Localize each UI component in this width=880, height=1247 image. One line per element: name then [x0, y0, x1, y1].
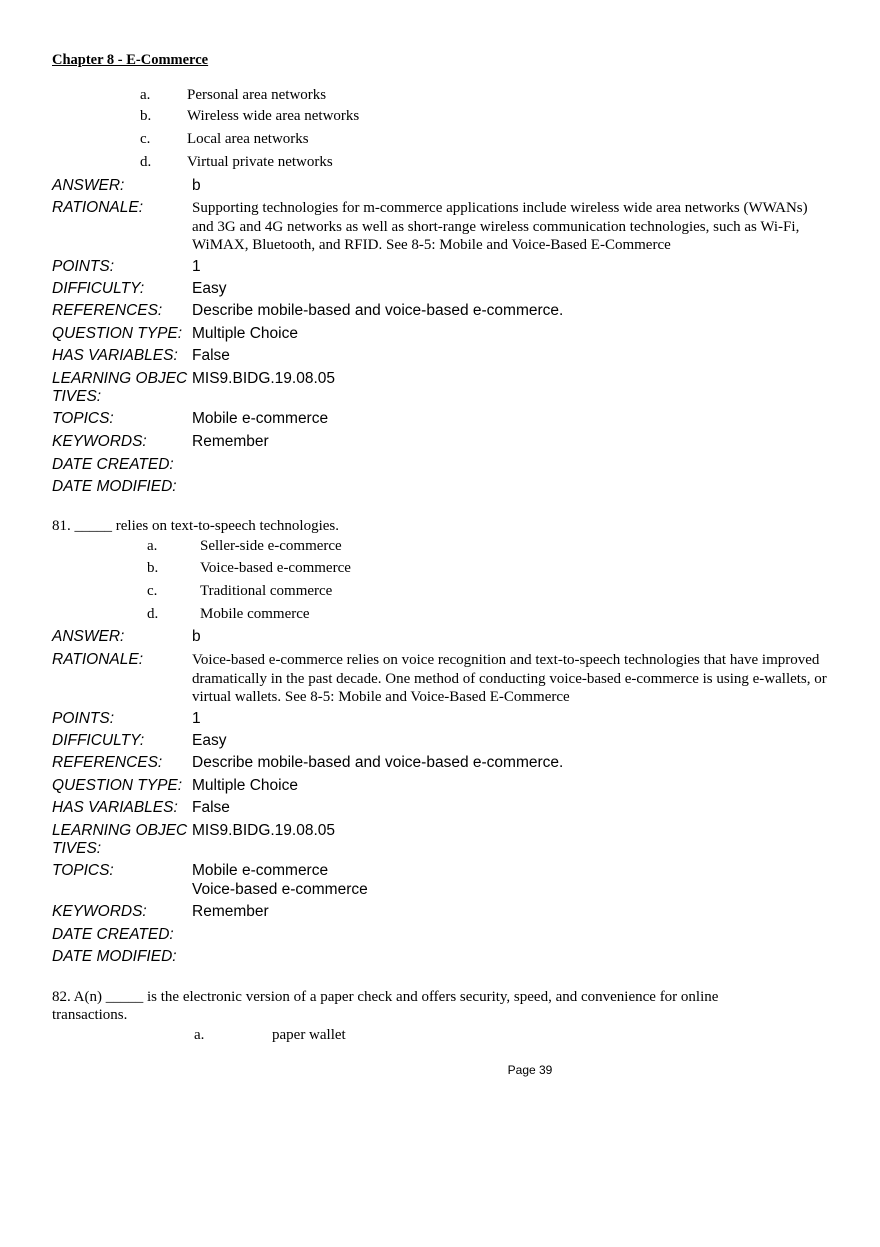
keywords-value: Remember	[192, 433, 269, 450]
option-letter: d.	[147, 606, 159, 622]
option-text: Seller-side e-commerce	[200, 538, 342, 554]
references-value: Describe mobile-based and voice-based e-commerce.	[192, 754, 564, 771]
rationale-label: RATIONALE:	[52, 651, 144, 668]
topic-item: Mobile e-commerce	[192, 410, 329, 427]
points-value: 1	[192, 710, 201, 727]
option-letter: c.	[140, 131, 151, 147]
option-letter: a.	[147, 538, 158, 554]
date-modified-label: DATE MODIFIED:	[52, 478, 177, 495]
answer-label: ANSWER:	[52, 177, 125, 194]
answer-label: ANSWER:	[52, 628, 125, 645]
rationale-label: RATIONALE:	[52, 199, 144, 216]
question-stem: 81. _____ relies on text-to-speech technologies.	[52, 518, 340, 534]
question-type-label: QUESTION TYPE:	[52, 777, 183, 794]
keywords-label: KEYWORDS:	[52, 433, 147, 450]
difficulty-label: DIFFICULTY:	[52, 280, 145, 297]
learning-objectives-label: LEARNING OBJEC	[52, 370, 188, 387]
date-modified-label: DATE MODIFIED:	[52, 948, 177, 965]
option-letter: b.	[147, 560, 159, 576]
page-number: Page 39	[507, 1063, 553, 1077]
topic-item: Mobile e-commerce	[192, 862, 329, 879]
question-type-label: QUESTION TYPE:	[52, 325, 183, 342]
topic-item: Voice-based e-commerce	[192, 881, 368, 898]
keywords-value: Remember	[192, 903, 269, 920]
option-text: Virtual private networks	[187, 154, 333, 170]
points-value: 1	[192, 258, 201, 275]
option-text: paper wallet	[272, 1027, 346, 1043]
learning-objectives-value: MIS9.BIDG.19.08.05	[192, 822, 336, 839]
has-variables-value: False	[192, 347, 230, 364]
learning-objectives-value: MIS9.BIDG.19.08.05	[192, 370, 336, 387]
chapter-title: Chapter 8 - E-Commerce	[52, 52, 209, 68]
has-variables-label: HAS VARIABLES:	[52, 799, 178, 816]
references-value: Describe mobile-based and voice-based e-commerce.	[192, 302, 564, 319]
learning-objectives-label-cont: TIVES:	[52, 388, 102, 405]
option-text: Traditional commerce	[200, 583, 333, 599]
option-letter: a.	[194, 1027, 205, 1043]
has-variables-value: False	[192, 799, 230, 816]
answer-value: b	[192, 177, 201, 194]
references-label: REFERENCES:	[52, 302, 163, 319]
points-label: POINTS:	[52, 258, 115, 275]
references-label: REFERENCES:	[52, 754, 163, 771]
keywords-label: KEYWORDS:	[52, 903, 147, 920]
learning-objectives-label: LEARNING OBJEC	[52, 822, 188, 839]
difficulty-value: Easy	[192, 280, 227, 297]
has-variables-label: HAS VARIABLES:	[52, 347, 178, 364]
answer-value: b	[192, 628, 201, 645]
option-letter: b.	[140, 108, 152, 124]
topics-label: TOPICS:	[52, 410, 114, 427]
points-label: POINTS:	[52, 710, 115, 727]
option-letter: a.	[140, 87, 151, 103]
difficulty-label: DIFFICULTY:	[52, 732, 145, 749]
learning-objectives-label-cont: TIVES:	[52, 840, 102, 857]
date-created-label: DATE CREATED:	[52, 456, 174, 473]
option-letter: c.	[147, 583, 158, 599]
option-text: Personal area networks	[187, 87, 327, 103]
rationale-text: Supporting technologies for m-commerce applications include wireless wide area networks (WWANs) and 3G and 4G networks as well as short-range wireless communication technologies, such as Wi-Fi, WiMAX, Bluetooth, and RFID. See 8-5: Mobile and Voice-Based E-Commerce	[192, 200, 808, 253]
question-type-value: Multiple Choice	[192, 325, 298, 342]
rationale-text: Voice-based e-commerce relies on voice recognition and text-to-speech technologies that have improved dramatically in the past decade. One method of conducting voice-based e-commerce is using e-wallets, or virtual wallets. See 8-5: Mobile and Voice-Based E-Commerce	[192, 652, 827, 705]
question-stem: 82. A(n) _____ is the electronic version of a paper check and offers security, speed, and convenience for online transactions.	[52, 989, 719, 1023]
option-text: Voice-based e-commerce	[200, 560, 351, 576]
option-text: Local area networks	[187, 131, 309, 147]
difficulty-value: Easy	[192, 732, 227, 749]
question-type-value: Multiple Choice	[192, 777, 298, 794]
option-text: Wireless wide area networks	[187, 108, 360, 124]
date-created-label: DATE CREATED:	[52, 926, 174, 943]
topics-label: TOPICS:	[52, 862, 114, 879]
option-letter: d.	[140, 154, 152, 170]
option-text: Mobile commerce	[200, 606, 310, 622]
